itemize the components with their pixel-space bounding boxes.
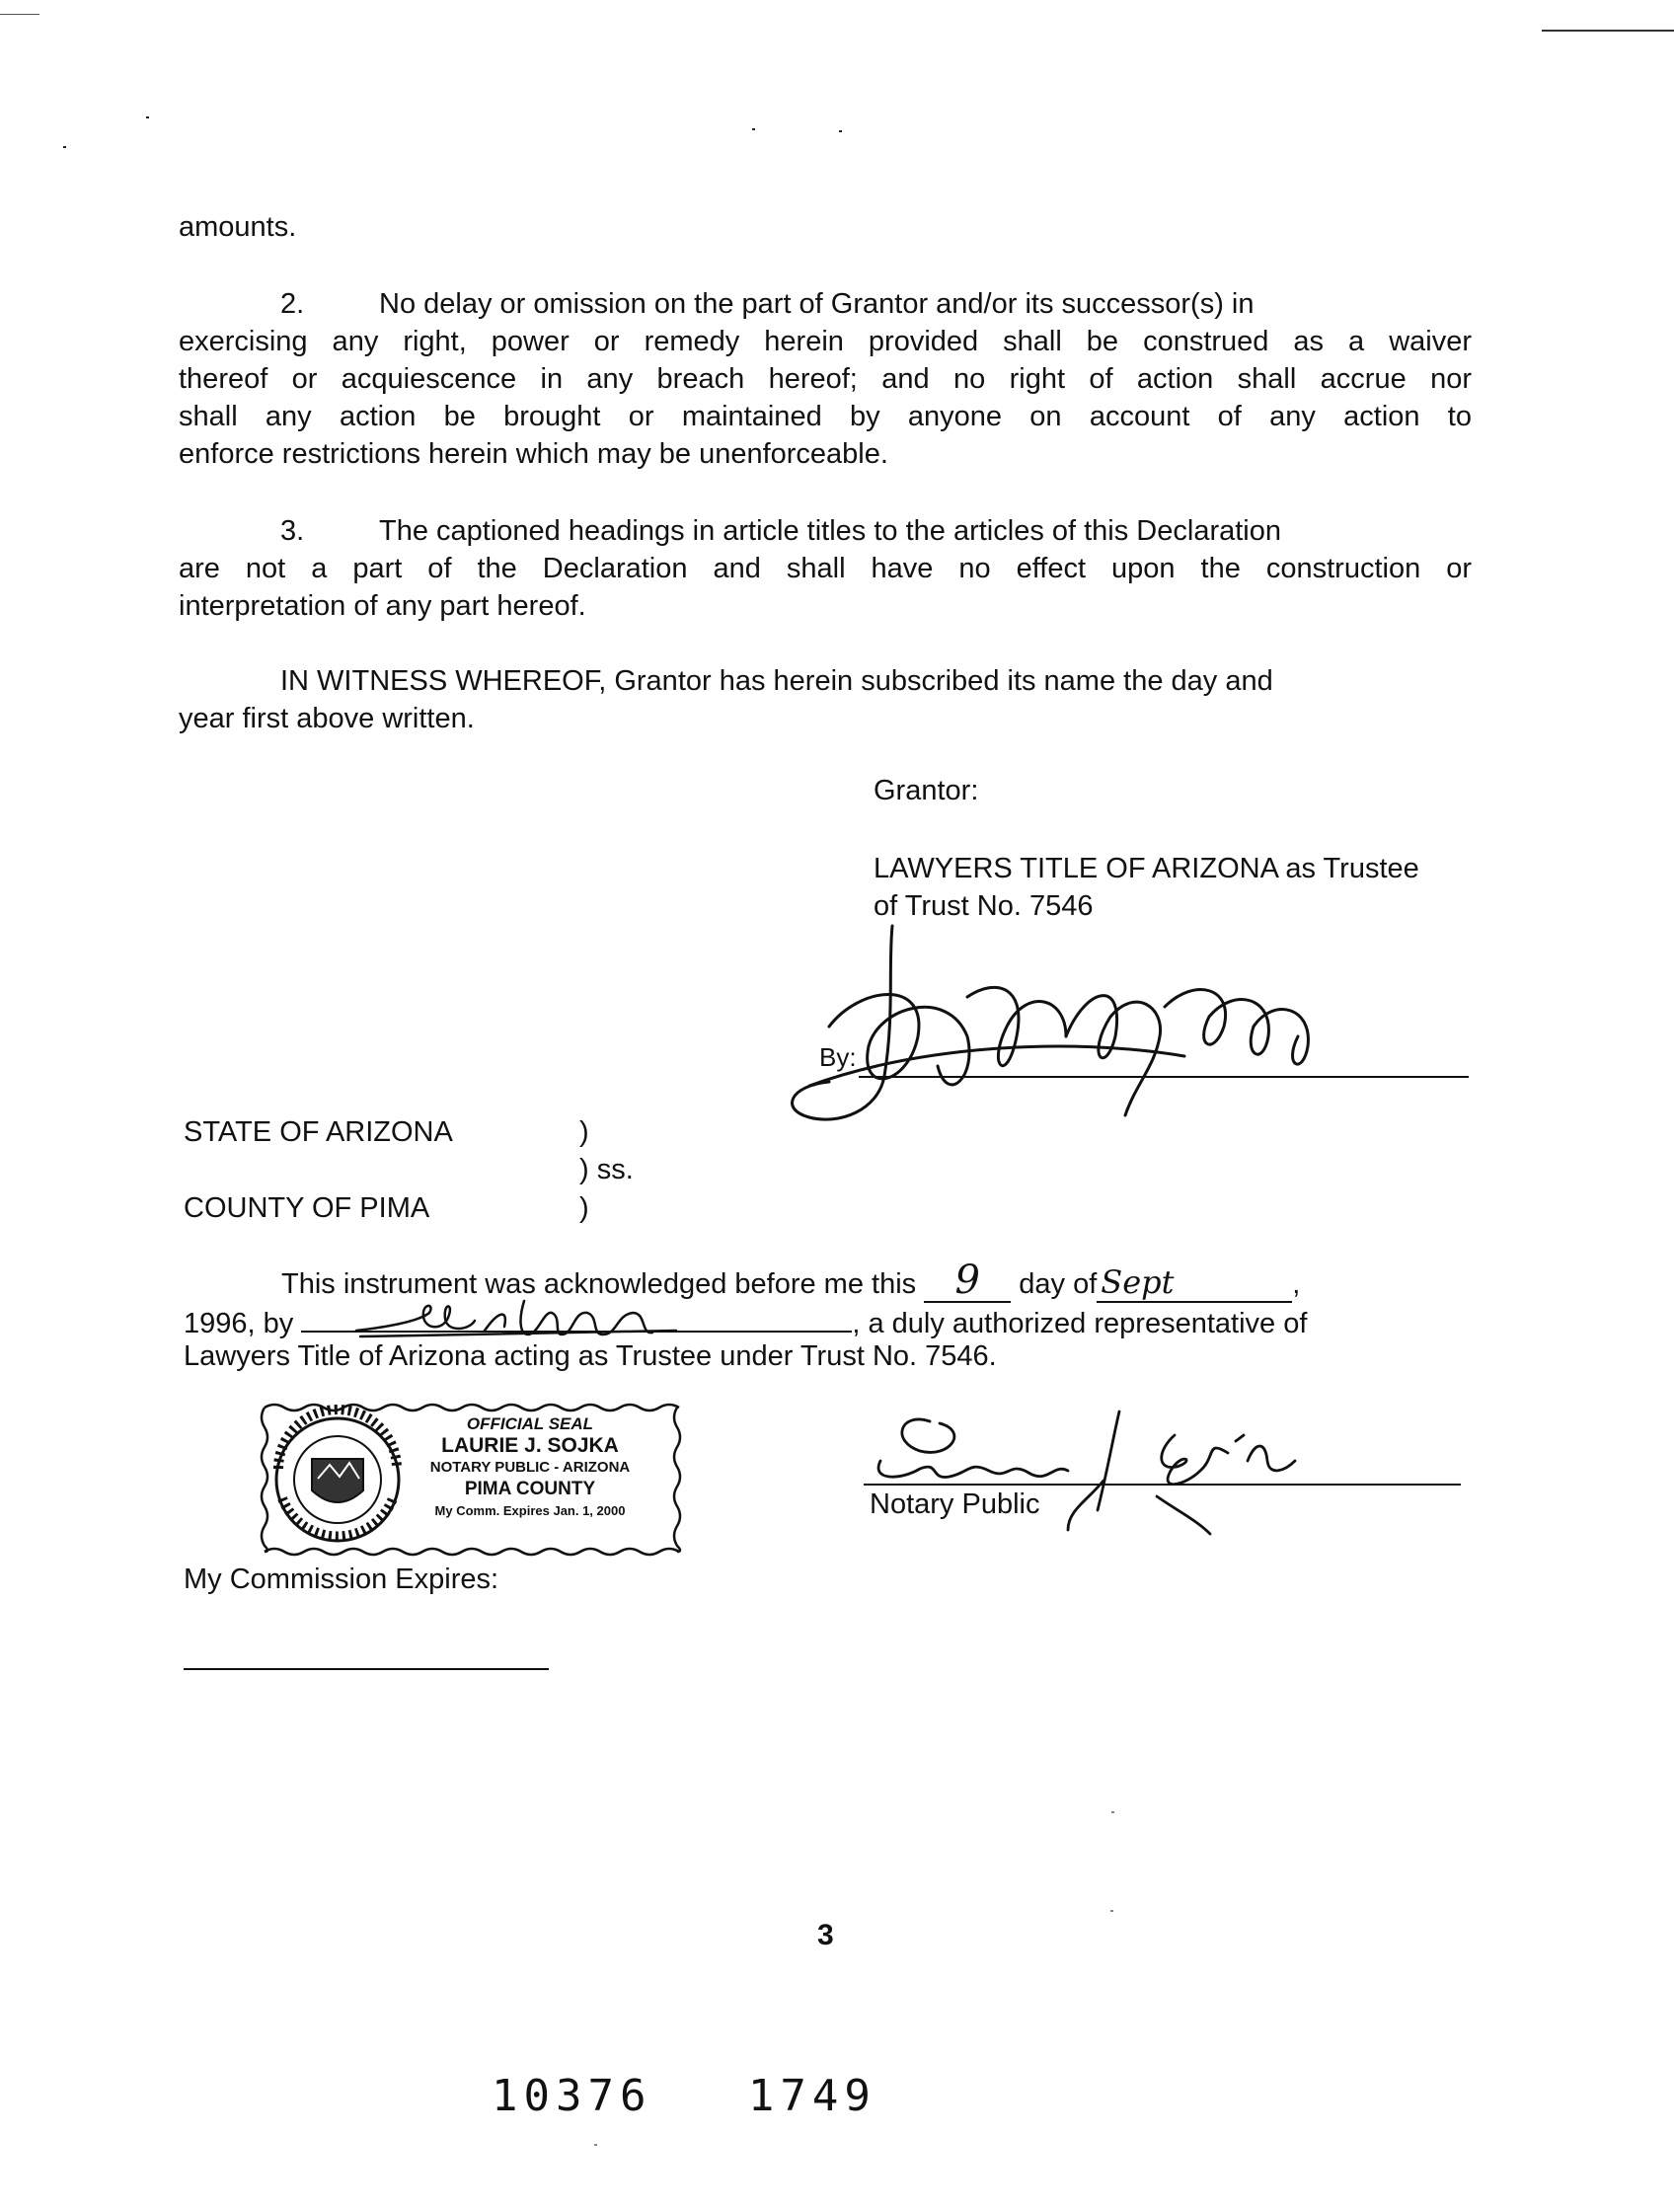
paragraph-line: interpretation of any part hereof.	[179, 590, 586, 622]
speck	[1110, 1910, 1113, 1912]
ack-day-value: 9	[954, 1258, 980, 1303]
witness-clause	[179, 662, 1458, 737]
ack-text: day of	[1019, 1268, 1098, 1300]
venue-state: STATE OF ARIZONA	[184, 1116, 453, 1148]
speck	[1111, 1811, 1114, 1813]
grantor-name: LAWYERS TITLE OF ARIZONA as Trustee	[874, 853, 1419, 884]
speck	[752, 128, 755, 130]
ack-text: 1996, by	[184, 1308, 294, 1339]
paragraph-line: exercising any right, power or remedy herein provided shall be construed as a waiver	[179, 326, 1472, 357]
ack-day-field	[924, 1258, 1011, 1303]
ack-text: , a duly authorized representative of	[852, 1308, 1308, 1339]
acknowledged-signer-signature	[350, 1291, 725, 1346]
speck	[594, 2144, 597, 2146]
ack-line-3: Lawyers Title of Arizona acting as Trustee under Trust No. 7546.	[184, 1340, 997, 1372]
by-label: By:	[819, 1042, 857, 1072]
venue-county: COUNTY OF PIMA	[184, 1192, 430, 1224]
venue-paren: )	[579, 1192, 589, 1224]
paragraph-line: The captioned headings in article titles to the articles of this Declaration	[379, 515, 1281, 547]
speck	[839, 130, 842, 132]
ack-month-value: Sept	[1101, 1263, 1175, 1301]
speck	[146, 116, 149, 118]
seal-notary-name: LAURIE J. SOJKA	[441, 1434, 619, 1457]
carryover-text: amounts.	[179, 211, 297, 243]
paragraph-number: 3.	[280, 515, 305, 547]
venue-ss: ) ss.	[579, 1154, 634, 1185]
paragraph-line: shall any action be brought or maintained by anyone on account of any action to	[179, 401, 1472, 432]
speck	[63, 146, 66, 148]
paragraph-2	[179, 285, 1472, 473]
grantor-label: Grantor:	[874, 775, 979, 806]
seal-county: PIMA COUNTY	[464, 1479, 596, 1499]
ack-text: This instrument was acknowledged before me this	[281, 1268, 917, 1300]
paragraph-number: 2.	[280, 288, 305, 320]
commission-expires-line	[184, 1668, 549, 1670]
state-seal-emblem	[276, 1410, 399, 1541]
paragraph-line: are not a part of the Declaration and shall have no effect upon the construction or	[179, 553, 1472, 584]
ack-text: ,	[1292, 1268, 1301, 1300]
page-number: 3	[817, 1919, 834, 1951]
venue-paren: )	[579, 1116, 589, 1148]
seal-text-block	[397, 1413, 663, 1522]
paragraph-3	[179, 512, 1472, 625]
recording-book-page: 10376 1749	[492, 2071, 876, 2121]
paragraph-line: enforce restrictions herein which may be unenforceable.	[179, 438, 888, 470]
witness-line: year first above written.	[179, 703, 475, 734]
seal-role: NOTARY PUBLIC - ARIZONA	[429, 1459, 631, 1476]
grantor-trust: of Trust No. 7546	[874, 890, 1094, 922]
ack-month-field	[1097, 1263, 1292, 1303]
seal-title: OFFICIAL SEAL	[466, 1414, 594, 1433]
seal-expiry: My Comm. Expires Jan. 1, 2000	[434, 1503, 626, 1518]
scan-mark-top-left	[0, 14, 39, 15]
witness-line: IN WITNESS WHEREOF, Grantor has herein subscribed its name the day and	[280, 665, 1273, 697]
paragraph-line: thereof or acquiescence in any breach hereof; and no right of action shall accrue nor	[179, 363, 1472, 395]
grantor-signature	[770, 888, 1342, 1145]
commission-expires-label: My Commission Expires:	[184, 1564, 499, 1595]
scan-mark-top-right	[1542, 30, 1674, 32]
notary-seal	[259, 1400, 683, 1560]
notary-public-label: Notary Public	[870, 1488, 1040, 1520]
paragraph-line: No delay or omission on the part of Grantor and/or its successor(s) in	[379, 288, 1255, 320]
